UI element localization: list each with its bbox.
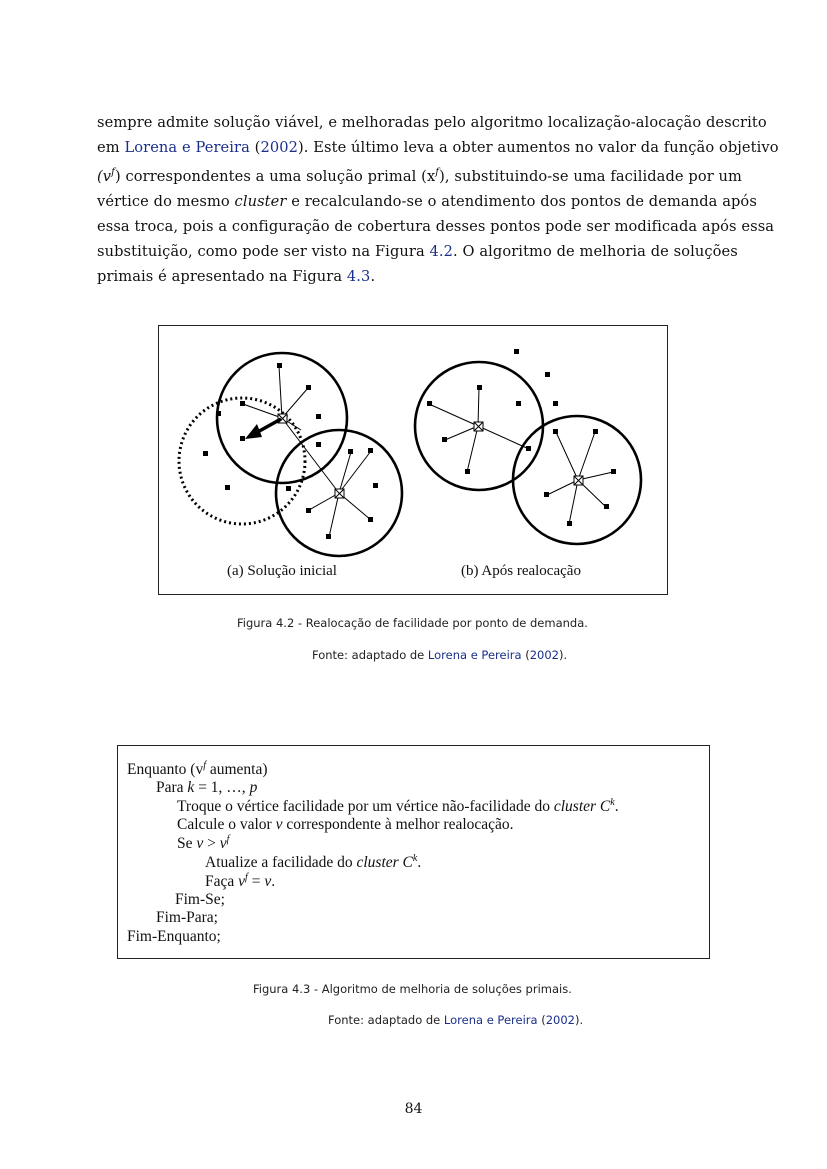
citation-year-link[interactable]: 2002 xyxy=(545,1013,575,1027)
text: substituição, como pode ser visto na Figura xyxy=(97,242,425,260)
citation-link[interactable]: Lorena e Pereira xyxy=(443,1013,538,1027)
citation-link[interactable]: Lorena e Pereira xyxy=(427,648,522,662)
text: e recalculando-se o atendimento dos pontos de demanda após xyxy=(291,192,757,210)
text: primais é apresentado na Figura xyxy=(97,267,343,285)
text: Faça xyxy=(205,873,239,891)
text: vértice do mesmo xyxy=(97,192,230,210)
superscript: k xyxy=(610,797,615,808)
text: aumenta) xyxy=(205,761,268,779)
text: . xyxy=(271,873,276,891)
assignment-lines xyxy=(429,388,613,524)
emphasis: cluster C xyxy=(356,854,413,872)
citation-year-link[interactable]: 2002 xyxy=(529,648,559,662)
figure-relocation xyxy=(158,325,668,595)
arrow-head xyxy=(245,424,262,439)
subfigure-label-a: (a) Solução inicial xyxy=(227,563,337,579)
page-number: 84 xyxy=(404,1101,423,1117)
text: Para xyxy=(156,779,188,796)
text: Fonte: adaptado de xyxy=(312,648,425,662)
demand-points-b xyxy=(427,349,616,526)
variable: v xyxy=(219,835,227,853)
algorithm-line: Fim-Para; xyxy=(156,909,218,926)
paragraph-line: sempre admite solução viável, e melhoradas pelo algoritmo localização-alocação descrito xyxy=(97,114,767,131)
text: . xyxy=(579,1013,584,1027)
variable: v xyxy=(275,816,283,833)
superscript: f xyxy=(226,834,230,845)
paragraph-line: em Lorena e Pereira (2002). Este último leva a obter aumentos no valor da função objetivo xyxy=(97,139,779,156)
algorithm-box xyxy=(117,745,710,959)
superscript: f xyxy=(245,872,248,883)
text: . xyxy=(614,798,619,816)
subfigure-label-b: (b) Após realocação xyxy=(461,563,581,579)
diagram-a xyxy=(179,353,402,556)
paragraph-line xyxy=(97,189,757,214)
paragraph-line xyxy=(97,264,729,289)
text: Atualize a facilidade do xyxy=(205,854,357,872)
text: (v xyxy=(97,167,112,185)
text: em xyxy=(97,139,120,156)
text: . O algoritmo de melhoria de soluções xyxy=(453,242,738,260)
figure-ref-link[interactable]: 4.2 xyxy=(429,242,454,260)
text: > xyxy=(203,835,220,853)
figure-source: Fonte: adaptado de Lorena e Pereira (2002). xyxy=(312,648,568,662)
text: correspondente à melhor realocação. xyxy=(282,816,514,833)
algorithm-line: Fim-Se; xyxy=(175,891,225,908)
figure-source: Fonte: adaptado de Lorena e Pereira (2002). xyxy=(328,1013,584,1027)
figure-caption: Figura 4.2 - Realocação de facilidade por ponto de demanda. xyxy=(237,616,588,630)
superscript: f xyxy=(111,167,115,178)
algorithm-line xyxy=(205,872,275,891)
text: . xyxy=(370,267,376,285)
text: . xyxy=(417,854,422,872)
figure-caption: Figura 4.3 - Algoritmo de melhoria de soluções primais. xyxy=(253,982,572,996)
citation-link[interactable]: Lorena e Pereira xyxy=(124,139,250,156)
emphasis: cluster C xyxy=(553,798,611,816)
emphasis: cluster xyxy=(234,192,287,210)
algorithm-line xyxy=(177,797,619,816)
paragraph-line xyxy=(97,160,742,189)
text: . Este último leva a obter aumentos no valor da função objetivo xyxy=(303,139,779,156)
algorithm-line xyxy=(127,760,268,779)
variable: v xyxy=(238,873,246,891)
text: ), substituindo-se uma facilidade por um xyxy=(439,167,742,185)
paragraph-line xyxy=(97,239,738,264)
text: = xyxy=(247,873,265,891)
algorithm-line xyxy=(177,834,229,853)
text: . xyxy=(563,648,568,662)
figure-ref-link[interactable]: 4.3 xyxy=(346,267,371,285)
paragraph-line: essa troca, pois a configuração de cobertura desses pontos pode ser modificada após essa xyxy=(97,217,775,235)
algorithm-line xyxy=(177,816,514,834)
superscript: k xyxy=(412,853,418,864)
relocation-diagram xyxy=(159,326,667,594)
variable: v xyxy=(196,835,204,853)
text: Troque o vértice facilidade por um vértice não-facilidade do xyxy=(177,798,554,816)
superscript: f xyxy=(203,760,206,771)
text: Calcule o valor xyxy=(177,816,276,833)
algorithm-line xyxy=(205,853,421,872)
citation-year-link[interactable]: 2002 xyxy=(260,139,298,156)
text: ) correspondentes a uma solução primal (x xyxy=(114,167,436,185)
diagram-b xyxy=(415,362,641,544)
superscript: f xyxy=(435,167,440,178)
algorithm-line: Fim-Enquanto; xyxy=(127,928,221,945)
text: Enquanto (v xyxy=(127,761,204,779)
variable: p xyxy=(249,779,258,796)
algorithm-line xyxy=(156,779,257,797)
text: = 1, …, xyxy=(194,779,250,796)
body-paragraph xyxy=(97,110,779,289)
variable: v xyxy=(264,873,272,891)
text: Fonte: adaptado de xyxy=(328,1013,441,1027)
variable: k xyxy=(187,779,195,796)
text: Se xyxy=(177,835,197,853)
